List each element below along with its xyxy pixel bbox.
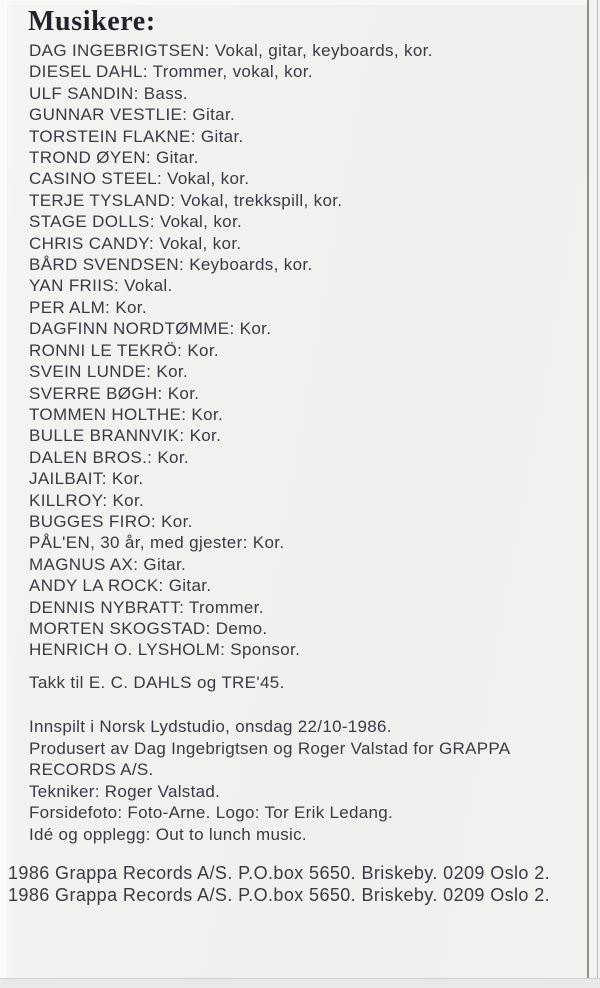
name-role-separator: : xyxy=(158,576,169,596)
name-role-separator: : xyxy=(145,148,156,168)
musician-name: BÅRD SVENDSEN xyxy=(29,255,180,275)
credit-line: RECORDS A/S. xyxy=(29,760,154,779)
musician-name: ANDY LA ROCK xyxy=(29,576,159,596)
musician-roles: Gitar. xyxy=(156,148,199,168)
musician-line xyxy=(29,468,574,489)
musician-line xyxy=(29,147,574,168)
musician-roles: Kor. xyxy=(239,319,272,339)
musician-roles: Trommer, vokal, kor. xyxy=(152,62,313,82)
musician-line xyxy=(29,318,574,339)
musician-name: DIESEL DAHL xyxy=(29,62,143,82)
name-role-separator: : xyxy=(179,426,190,446)
musician-name: CASINO STEEL xyxy=(29,169,157,189)
musician-roles: Vokal, kor. xyxy=(167,169,250,189)
musician-name: DENNIS NYBRATT xyxy=(29,597,180,617)
name-role-separator: : xyxy=(179,597,189,617)
musician-line xyxy=(29,618,574,639)
musician-roles: Vokal. xyxy=(124,276,173,296)
musician-line xyxy=(29,61,574,82)
name-role-separator: : xyxy=(220,640,231,660)
musician-name: KILLROY xyxy=(29,490,103,510)
name-role-separator: : xyxy=(170,190,181,210)
name-role-separator: : xyxy=(101,469,112,489)
musician-name: DAGFINN NORDTØMME xyxy=(29,319,230,339)
name-role-separator: : xyxy=(157,383,168,403)
name-role-separator: : xyxy=(114,276,125,296)
musician-line xyxy=(29,490,574,511)
musician-name: PER ALM xyxy=(29,297,106,317)
musician-line xyxy=(29,425,574,446)
musician-name: TERJE TYSLAND xyxy=(29,190,171,210)
thanks-line: Takk til E. C. DAHLS og TRE'45. xyxy=(29,673,285,692)
name-role-separator: : xyxy=(133,554,144,574)
name-role-separator: : xyxy=(149,212,160,232)
name-role-separator: : xyxy=(229,319,240,339)
musician-line xyxy=(29,340,574,361)
musician-roles: Kor. xyxy=(189,426,222,446)
musician-line xyxy=(29,639,574,660)
scan-edge-bottom xyxy=(0,978,600,988)
musician-line xyxy=(29,211,574,232)
musician-roles: Demo. xyxy=(215,618,268,638)
name-role-separator: : xyxy=(177,340,188,360)
name-role-separator: : xyxy=(142,62,153,82)
musician-roles: Trommer. xyxy=(188,597,264,617)
name-role-separator: : xyxy=(147,447,158,467)
musician-name: PÅL'EN, 30 år, med gjester xyxy=(29,533,243,553)
name-role-separator: : xyxy=(242,533,253,553)
musician-roles: Keyboards, kor. xyxy=(189,255,313,275)
name-role-separator: : xyxy=(102,490,113,510)
musician-line xyxy=(29,233,574,254)
credit-line: Produsert av Dag Ingebrigtsen og Roger Valstad for GRAPPA xyxy=(29,738,511,758)
musician-name: MAGNUS AX xyxy=(29,554,134,574)
musician-name: TROND ØYEN xyxy=(29,148,146,168)
scan-edge-right-line xyxy=(597,0,598,988)
footer-line: 1986 Grappa Records A/S. P.O.box 5650. Briskeby. 0209 Oslo 2. xyxy=(8,885,551,906)
musician-roles: Gitar. xyxy=(143,554,187,574)
musician-roles: Kor. xyxy=(112,490,145,510)
musician-roles: Gitar. xyxy=(192,105,236,125)
name-role-separator: : xyxy=(150,511,162,531)
musician-roles: Kor. xyxy=(167,383,200,403)
musician-name: SVERRE BØGH xyxy=(29,383,158,403)
musician-line xyxy=(29,168,574,189)
credit-line: Idé og opplegg: Out to lunch music. xyxy=(29,824,307,844)
musician-name: STAGE DOLLS xyxy=(29,212,150,232)
name-role-separator: : xyxy=(205,618,216,638)
name-role-separator: : xyxy=(133,83,144,103)
musician-line xyxy=(29,404,574,425)
musician-line xyxy=(29,575,574,596)
scan-edge-top xyxy=(0,0,600,5)
musician-line xyxy=(29,254,574,275)
musician-name: RONNI LE TEKRÖ xyxy=(29,340,178,360)
musician-name: JAILBAIT xyxy=(29,469,102,489)
musician-roles: Gitar. xyxy=(200,126,244,146)
musician-name: YAN FRIIS xyxy=(29,276,115,296)
musician-roles: Bass. xyxy=(143,83,189,103)
page-title: Musikere: xyxy=(28,6,156,37)
name-role-separator: : xyxy=(156,169,168,189)
name-role-separator: : xyxy=(146,362,157,382)
musician-name: MORTEN SKOGSTAD xyxy=(29,618,206,638)
musician-name: TOMMEN HOLTHE xyxy=(29,404,182,424)
musician-roles: Vokal, kor. xyxy=(159,212,243,232)
musician-line xyxy=(29,511,574,532)
name-role-separator: : xyxy=(190,126,201,146)
name-role-separator: : xyxy=(181,404,192,424)
musician-roles: Kor. xyxy=(111,469,144,489)
musician-roles: Kor. xyxy=(161,511,193,531)
musician-line xyxy=(29,597,574,618)
musician-line xyxy=(29,554,574,575)
credit-line: Tekniker: Roger Valstad. xyxy=(29,781,221,801)
musician-name: DALEN BROS. xyxy=(29,447,148,467)
musician-name: HENRICH O. LYSHOLM xyxy=(29,640,221,660)
musician-roles: Kor. xyxy=(157,447,189,467)
musician-list xyxy=(29,40,574,661)
musician-name: DAG INGEBRIGTSEN xyxy=(29,41,205,60)
footer-line: 1986 Grappa Records A/S. P.O.box 5650. Briskeby. 0209 Oslo 2. xyxy=(8,863,551,883)
musician-roles: Sponsor. xyxy=(230,640,301,660)
musician-roles: Kor. xyxy=(115,297,147,317)
musician-roles: Vokal, trekkspill, kor. xyxy=(180,190,343,210)
credit-line: Innspilt i Norsk Lydstudio, onsdag 22/10-1986. xyxy=(29,717,392,736)
musician-line xyxy=(29,361,574,382)
musician-line xyxy=(29,190,574,211)
musician-name: BUGGES FIRO xyxy=(29,511,151,531)
musician-roles: Vokal, kor. xyxy=(159,233,242,253)
musician-line xyxy=(29,83,574,104)
musician-name: GUNNAR VESTLIE xyxy=(29,105,183,125)
credit-line: Forsidefoto: Foto-Arne. Logo: Tor Erik Ledang. xyxy=(29,803,394,822)
musician-name: BULLE BRANNVIK xyxy=(29,426,180,446)
musician-name: ULF SANDIN xyxy=(29,83,134,103)
musician-line xyxy=(29,532,574,553)
musician-roles: Vokal, gitar, keyboards, kor. xyxy=(214,41,433,60)
musician-name: SVEIN LUNDE xyxy=(29,362,147,382)
name-role-separator: : xyxy=(149,233,160,253)
footer-block xyxy=(8,862,593,907)
musician-name: CHRIS CANDY xyxy=(29,233,150,253)
musician-name: TORSTEIN FLAKNE xyxy=(29,126,191,146)
musician-roles: Gitar. xyxy=(168,576,212,596)
name-role-separator: : xyxy=(179,255,190,275)
scan-edge-left xyxy=(0,0,7,988)
musician-line xyxy=(29,297,574,318)
musician-roles: Kor. xyxy=(252,533,285,553)
musician-line xyxy=(29,447,574,468)
musician-roles: Kor. xyxy=(191,404,224,424)
musician-line xyxy=(29,40,574,61)
musician-roles: Kor. xyxy=(156,362,189,382)
musician-line xyxy=(29,126,574,147)
name-role-separator: : xyxy=(105,297,116,317)
name-role-separator: : xyxy=(182,105,193,125)
musician-roles: Kor. xyxy=(187,340,219,360)
musician-line xyxy=(29,383,574,404)
name-role-separator: : xyxy=(204,41,215,60)
credits-block xyxy=(29,716,589,845)
musician-line xyxy=(29,275,574,296)
musician-line xyxy=(29,104,574,125)
